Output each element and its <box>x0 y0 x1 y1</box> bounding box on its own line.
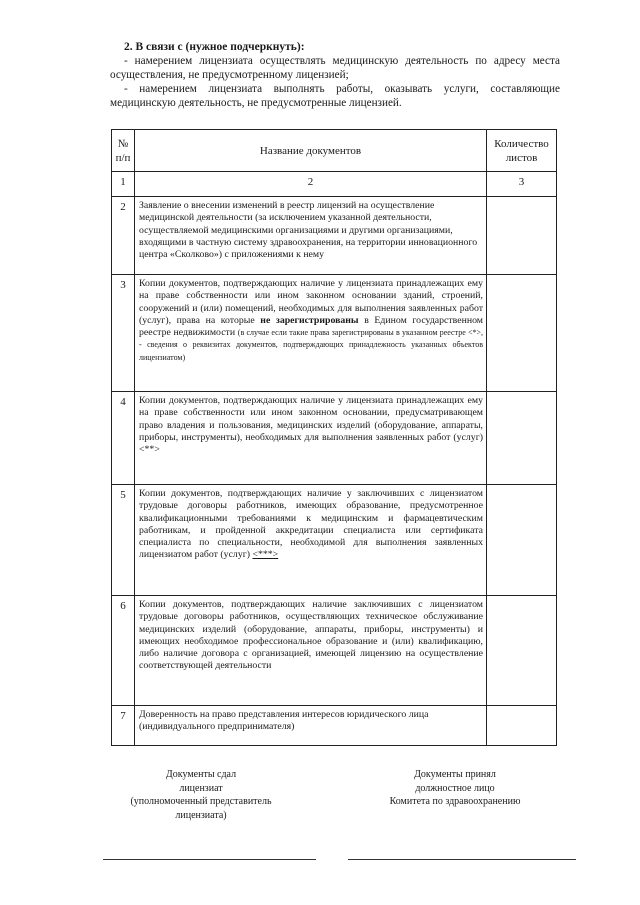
header-sheet-count: Количество листов <box>487 130 557 172</box>
document-name-part: Копии документов, подтверждающих наличие у лицензиата принадлежащих ему на праве собственности или ином законном основании зданий, строений, сооружений и (или) помещений, необходимых для выполнения заявленных работ (услуг), права на которые <box>139 278 483 326</box>
index-cell-1: 1 <box>112 172 135 197</box>
document-name <box>135 485 487 596</box>
sheet-count-cell[interactable] <box>487 485 557 596</box>
row-number: 4 <box>112 392 135 485</box>
document-name-emphasis: не зарегистрированы <box>260 314 359 326</box>
document-name-part: в Едином государственном реестре недвижимости <box>139 314 483 339</box>
row-number: 3 <box>112 275 135 392</box>
submitter-signature-block <box>126 768 276 822</box>
purpose-option-1[interactable]: - намерением лицензиата осуществлять медицинскую деятельность по адресу места осуществления, не предусмотренному лицензией; <box>110 55 560 81</box>
submitter-line-4: лицензиата) <box>175 809 227 821</box>
document-name: Заявление о внесении изменений в реестр лицензий на осуществление медицинской деятельности (за исключением указанной деятельности, осуществляемой медицинскими организациями и другими организациями, входящими в частную систему здравоохранения, на территории инновационного центра «Сколково») с приложениями к нему <box>135 197 487 275</box>
sheet-count-cell[interactable] <box>487 596 557 706</box>
table-index-row <box>112 172 557 197</box>
row-number: 2 <box>112 197 135 275</box>
table-row <box>112 485 557 596</box>
row-number: 7 <box>112 706 135 746</box>
table-row <box>112 197 557 275</box>
receiver-line-3: Комитета по здравоохранению <box>389 796 521 807</box>
index-cell-2: 2 <box>135 172 487 197</box>
document-name <box>135 275 487 392</box>
document-name: Копии документов, подтверждающих наличие у лицензиата принадлежащих ему на праве собственности или ином законном основании, предусматривающем право владения и пользования, медицинских изделий (оборудование, аппараты, приборы, инструменты), необходимых для выполнения заявленных работ (услуг) <**> <box>135 392 487 485</box>
row-number: 6 <box>112 596 135 706</box>
footnote-reference[interactable]: <***> <box>252 549 279 561</box>
document-name-part: Копии документов, подтверждающих наличие у заключивших с лицензиатом трудовые договоры работников, имеющих образование, предусмотренное квалификационными требованиями к медицинским и фармацевтическим работникам, и пройденной аккредитации специалиста или сертификата специалиста по специальности, необходимой для выполнения заявленных лицензиатом работ (услуг) <box>139 488 483 561</box>
submitter-line-2: лицензиат <box>179 782 223 794</box>
submitter-line-3: (уполномоченный представитель <box>130 796 272 807</box>
sheet-count-cell[interactable] <box>487 197 557 275</box>
submitter-signature-line[interactable] <box>103 859 316 860</box>
row-number: 5 <box>112 485 135 596</box>
receiver-line-2: должностное лицо <box>415 782 495 794</box>
purpose-section <box>110 40 560 110</box>
document-name: Доверенность на право представления интересов юридического лица (индивидуального предпринимателя) <box>135 706 487 746</box>
table-header-row <box>112 130 557 172</box>
header-number: № п/п <box>112 130 135 172</box>
document-name-note: (в случае если такие права зарегистрированы в указанном реестре <*>, - сведения о реквизитах документов, подтверждающих принадлежность указанных объектов лицензиатом) <box>139 328 484 362</box>
purpose-option-2[interactable]: - намерением лицензиата выполнять работы, оказывать услуги, составляющие медицинскую деятельность, не предусмотренные лицензией. <box>110 83 560 109</box>
sheet-count-cell[interactable] <box>487 275 557 392</box>
submitter-line-1: Документы сдал <box>165 769 237 780</box>
table-row <box>112 275 557 392</box>
receiver-line-1: Документы принял <box>414 769 496 780</box>
document-name: Копии документов, подтверждающих наличие заключивших с лицензиатом трудовые договоры работников, осуществляющих техническое обслуживание медицинских изделий (оборудование, аппараты, приборы, инструменты) и имеющих необходимое профессиональное образование и (или) квалификацию, либо наличие договора с организацией, имеющей лицензию на осуществление соответствующей деятельности <box>135 596 487 706</box>
sheet-count-cell[interactable] <box>487 706 557 746</box>
table-row <box>112 706 557 746</box>
sheet-count-cell[interactable] <box>487 392 557 485</box>
header-document-name: Название документов <box>135 130 487 172</box>
table-row <box>112 596 557 706</box>
table-row <box>112 392 557 485</box>
receiver-signature-line[interactable] <box>348 859 576 860</box>
purpose-heading: 2. В связи с (нужное подчеркнуть): <box>124 41 305 53</box>
documents-table <box>111 129 557 746</box>
receiver-signature-block <box>365 768 545 809</box>
index-cell-3: 3 <box>487 172 557 197</box>
